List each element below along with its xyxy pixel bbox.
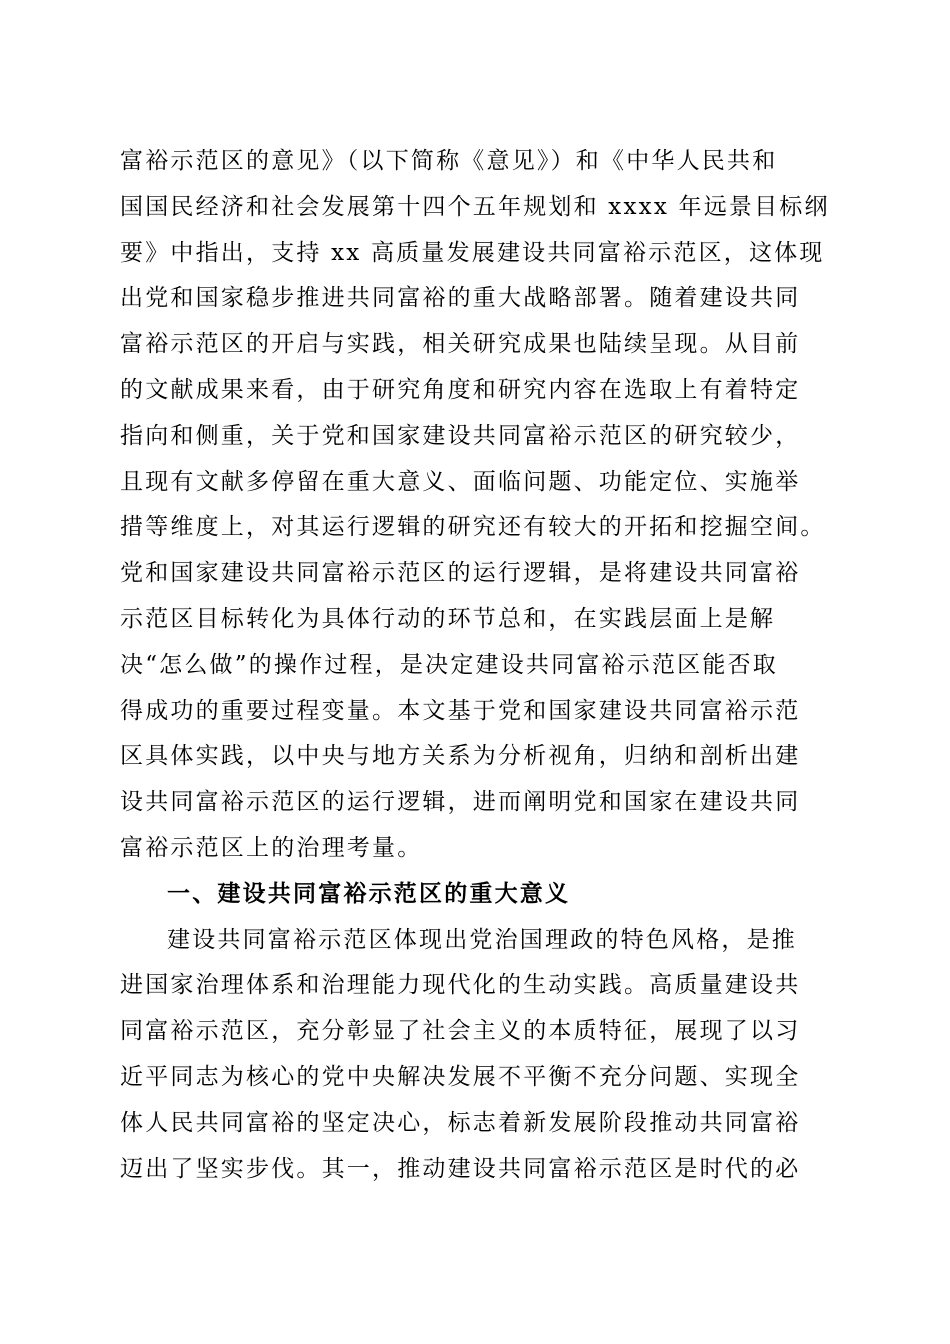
body-line: 进国家治理体系和治理能力现代化的生动实践。高质量建设共 (120, 972, 801, 999)
body-line: 同富裕示范区，充分彰显了社会主义的本质特征，展现了以习 (120, 1018, 801, 1045)
body-line: 区具体实践，以中央与地方关系为分析视角，归纳和剖析出建 (120, 743, 801, 770)
body-line: 决“怎么做”的操作过程，是决定建设共同富裕示范区能否取 (120, 651, 778, 678)
body-line: 措等维度上，对其运行逻辑的研究还有较大的开拓和挖掘空间。 (120, 514, 826, 541)
body-line: 出党和国家稳步推进共同富裕的重大战略部署。随着建设共同 (120, 285, 801, 312)
body-line: 的文献成果来看，由于研究角度和研究内容在选取上有着特定 (120, 376, 801, 403)
body-line: 示范区目标转化为具体行动的环节总和，在实践层面上是解 (120, 605, 776, 632)
body-line: 体人民共同富裕的坚定决心，标志着新发展阶段推动共同富裕 (120, 1109, 801, 1136)
section-heading: 一、建设共同富裕示范区的重大意义 (167, 880, 571, 907)
body-line: 建设共同富裕示范区体现出党治国理政的特色风格，是推 (167, 926, 797, 953)
body-line: 设共同富裕示范区的运行逻辑，进而阐明党和国家在建设共同 (120, 789, 801, 816)
document-body (120, 139, 830, 1192)
body-line: 且现有文献多停留在重大意义、面临问题、功能定位、实施举 (120, 468, 801, 495)
body-line: 党和国家建设共同富裕示范区的运行逻辑，是将建设共同富裕 (120, 560, 801, 587)
body-line: 近平同志为核心的党中央解决发展不平衡不充分问题、实现全 (120, 1063, 801, 1090)
body-line: 要》中指出，支持 xx 高质量发展建设共同富裕示范区，这体现 (120, 239, 825, 266)
body-line: 迈出了坚实步伐。其一，推动建设共同富裕示范区是时代的必 (120, 1155, 801, 1182)
body-line: 富裕示范区的意见》（以下简称《意见》）和《中华人民共和 (120, 148, 778, 174)
body-line: 富裕示范区的开启与实践，相关研究成果也陆续呈现。从目前 (120, 331, 801, 358)
body-line: 富裕示范区上的治理考量。 (120, 834, 423, 861)
body-line: 得成功的重要过程变量。本文基于党和国家建设共同富裕示范 (120, 697, 801, 724)
body-line: 指向和侧重，关于党和国家建设共同富裕示范区的研究较少， (120, 422, 801, 449)
body-line: 国国民经济和社会发展第十四个五年规划和 xxxx 年远景目标纲 (120, 193, 830, 220)
